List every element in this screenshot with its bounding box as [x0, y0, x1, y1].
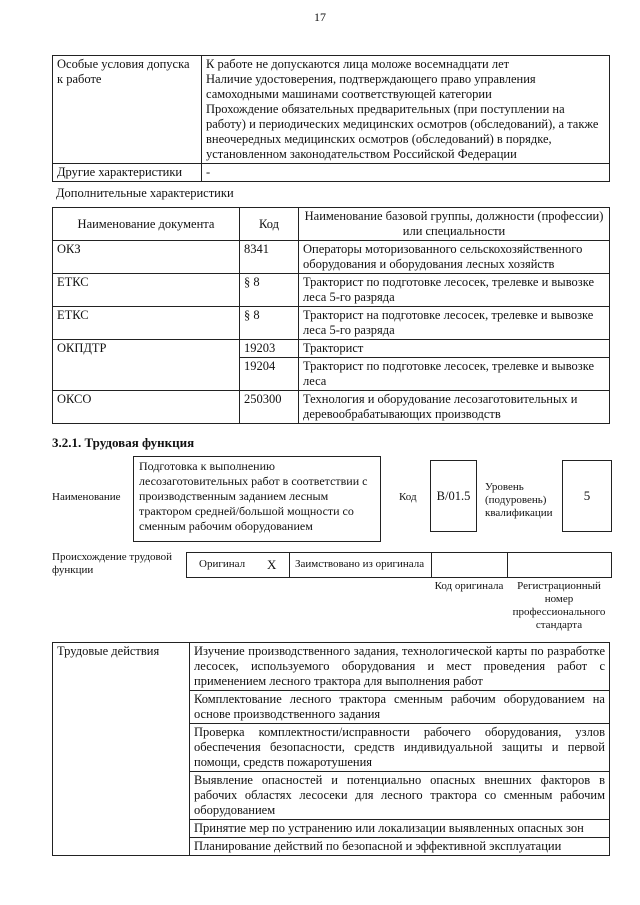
action-item: Выявление опасностей и потенциально опасных внешних факторов в рабочих областях лесосеки для лесного трактора со сменным рабочим оборудованием [190, 772, 610, 820]
doc-cell: ОКСО [53, 391, 240, 424]
code-cell: § 8 [240, 274, 299, 307]
reg-number-caption: Регистрационный номер профессионального стандарта [512, 580, 606, 631]
origin-row [186, 552, 612, 578]
other-label: Другие характеристики [53, 164, 202, 182]
code-cell: 19204 [240, 358, 299, 391]
header-doc: Наименование документа [53, 208, 240, 241]
action-item: Планирование действий по безопасной и эффективной эксплуатации [190, 838, 610, 856]
original-label: Оригинал [199, 558, 246, 570]
table-row [53, 164, 610, 182]
code-cell: 8341 [240, 241, 299, 274]
borrowed-label: Заимствовано из оригинала [295, 558, 425, 570]
other-value: - [202, 164, 610, 182]
code-cell: 19203 [240, 340, 299, 358]
actions-label: Трудовые действия [53, 643, 190, 856]
additional-title: Дополнительные характеристики [56, 186, 234, 200]
doc-cell: ЕТКС [53, 307, 240, 340]
section-title: 3.2.1. Трудовая функция [52, 435, 195, 450]
function-code-box: B/01.5 [430, 460, 477, 532]
name-cell: Тракторист по подготовке лесосек, трелевке и вывозке леса [299, 358, 610, 391]
action-item: Изучение производственного задания, технологической карты по разработке лесосек, используемого оборудования и мест проведения работ с применением лесного трактора для выполнения работ [190, 643, 610, 691]
doc-cell: ОКЗ [53, 241, 240, 274]
action-item: Принятие мер по устранению или локализации выявленных опасных зон [190, 820, 610, 838]
table-header-row [53, 208, 610, 241]
code-cell: § 8 [240, 307, 299, 340]
name-cell: Тракторист [299, 340, 610, 358]
access-line: К работе не допускаются лица моложе восемнадцати лет [206, 57, 510, 71]
labor-actions-table [52, 642, 610, 856]
access-conditions-table [52, 55, 610, 182]
action-item: Комплектование лесного трактора сменным рабочим оборудованием на основе производственного задания [190, 691, 610, 724]
divider [507, 553, 508, 577]
level-label: Уровень (подуровень) квалификации [485, 481, 553, 519]
table-row [53, 307, 610, 340]
function-name-box: Подготовка к выполнению лесозаготовительных работ в соответствии с производственным заданием лесным трактором средней/большой мощности со сменным рабочим оборудованием [133, 456, 381, 542]
name-cell: Тракторист по подготовке лесосек, трелевке и вывозке леса 5-го разряда [299, 274, 610, 307]
page-number: 17 [314, 10, 326, 24]
table-row [53, 643, 610, 691]
name-cell: Операторы моторизованного сельскохозяйственного оборудования и оборудования лесных хозяйств [299, 241, 610, 274]
access-line: Наличие удостоверения, подтверждающего право управления самоходными машинами соответствующей категории [206, 72, 536, 101]
divider [289, 553, 290, 577]
header-name: Наименование базовой группы, должности (профессии) или специальности [299, 208, 610, 241]
origin-label: Происхождение трудовой функции [52, 551, 173, 576]
access-lines [202, 56, 610, 164]
name-cell: Технология и оборудование лесозаготовительных и деревообрабатывающих производств [299, 391, 610, 424]
header-code: Код [240, 208, 299, 241]
access-label: Особые условия допуска к работе [53, 56, 202, 164]
table-row [53, 274, 610, 307]
doc-cell: ОКПДТР [53, 340, 240, 391]
orig-code-caption: Код оригинала [434, 580, 504, 592]
divider [431, 553, 432, 577]
code-label: Код [399, 491, 417, 503]
table-row [53, 241, 610, 274]
name-cell: Тракторист на подготовке лесосек, трелевке и вывозке леса 5-го разряда [299, 307, 610, 340]
original-mark: X [267, 557, 277, 572]
table-row [53, 391, 610, 424]
table-row [53, 340, 610, 358]
additional-table [52, 207, 610, 424]
table-row [53, 56, 610, 164]
code-cell: 250300 [240, 391, 299, 424]
doc-cell: ЕТКС [53, 274, 240, 307]
name-label: Наименование [52, 491, 121, 503]
action-item: Проверка комплектности/исправности рабочего оборудования, узлов обеспечения безопасности, средств индивидуальной защиты и первой помощи, средств пожаротушения [190, 724, 610, 772]
access-line: Прохождение обязательных предварительных (при поступлении на работу) и периодических медицинских осмотров (обследований), а также внеочередных медицинских осмотров (обследований) в порядке, установленном законодательством Российской Федерации [206, 102, 599, 161]
level-value-box: 5 [562, 460, 612, 532]
